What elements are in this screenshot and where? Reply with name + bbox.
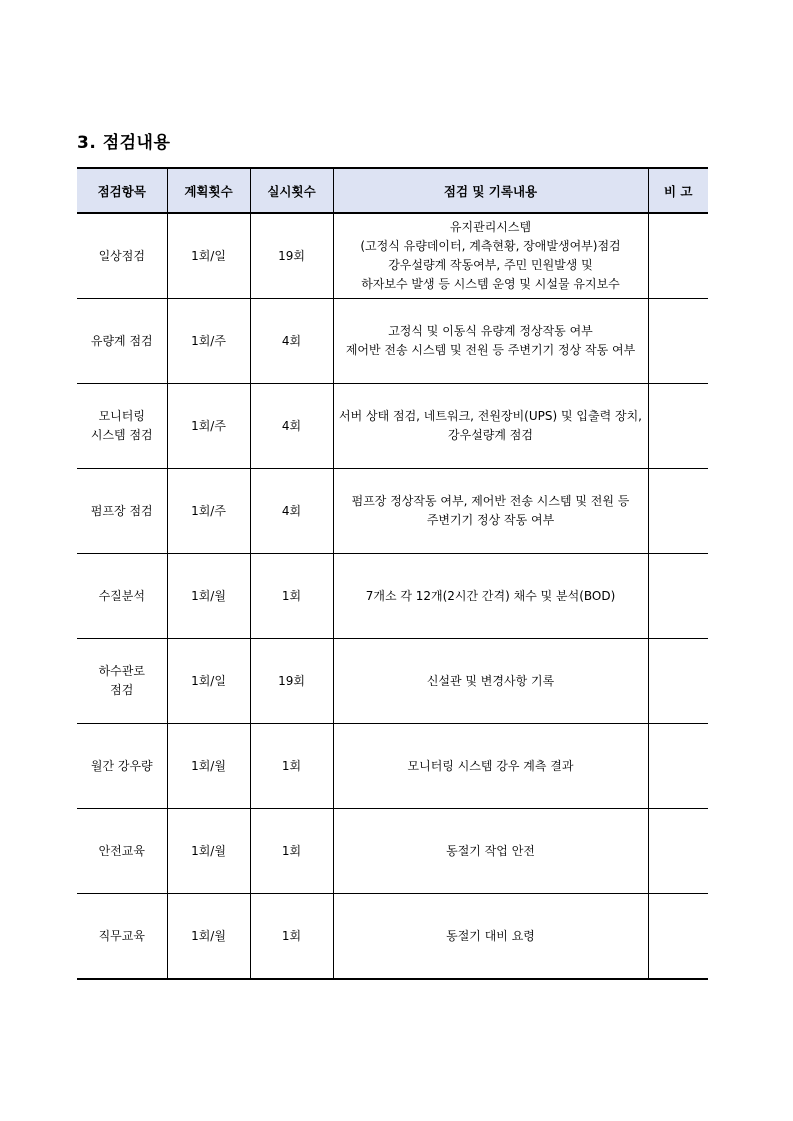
cell-plan: 1회/월: [167, 809, 250, 894]
cell-note: [648, 469, 708, 554]
cell-note: [648, 724, 708, 809]
table-row: [77, 894, 708, 980]
table-row: [77, 554, 708, 639]
cell-note: [648, 639, 708, 724]
cell-actual: 1회: [250, 724, 333, 809]
cell-plan: 1회/주: [167, 299, 250, 384]
table-row: [77, 809, 708, 894]
cell-item: 수질분석: [77, 554, 167, 639]
cell-note: [648, 554, 708, 639]
cell-plan: 1회/주: [167, 469, 250, 554]
cell-actual: 1회: [250, 554, 333, 639]
cell-content: 고정식 및 이동식 유량계 정상작동 여부 제어반 전송 시스템 및 전원 등 주변기기 정상 작동 여부: [333, 299, 648, 384]
cell-content: 유지관리시스템 (고정식 유량데이터, 계측현황, 장애발생여부)점검 강우설량계 작동여부, 주민 민원발생 및 하자보수 발생 등 시스템 운영 및 시설물 유지보수: [333, 213, 648, 299]
cell-actual: 19회: [250, 213, 333, 299]
cell-item: 유량계 점검: [77, 299, 167, 384]
table-row: [77, 384, 708, 469]
cell-plan: 1회/월: [167, 894, 250, 980]
section-title: 3. 점검내용: [77, 133, 171, 153]
cell-item: 안전교육: [77, 809, 167, 894]
header-plan-count: 계획횟수: [167, 168, 250, 213]
cell-content: 펌프장 정상작동 여부, 제어반 전송 시스템 및 전원 등 주변기기 정상 작동 여부: [333, 469, 648, 554]
cell-actual: 19회: [250, 639, 333, 724]
table-header-row: [77, 168, 708, 213]
table-row: [77, 724, 708, 809]
header-content: 점검 및 기록내용: [333, 168, 648, 213]
cell-actual: 4회: [250, 469, 333, 554]
table-row: [77, 299, 708, 384]
cell-note: [648, 299, 708, 384]
table-row: [77, 469, 708, 554]
table-row: [77, 639, 708, 724]
cell-item: 하수관로 점검: [77, 639, 167, 724]
table-row: [77, 213, 708, 299]
header-actual-count: 실시횟수: [250, 168, 333, 213]
cell-actual: 4회: [250, 299, 333, 384]
cell-content: 동절기 대비 요령: [333, 894, 648, 980]
cell-item: 펌프장 점검: [77, 469, 167, 554]
cell-note: [648, 894, 708, 980]
cell-content: 동절기 작업 안전: [333, 809, 648, 894]
cell-plan: 1회/월: [167, 554, 250, 639]
cell-plan: 1회/일: [167, 213, 250, 299]
cell-content: 7개소 각 12개(2시간 간격) 채수 및 분석(BOD): [333, 554, 648, 639]
cell-plan: 1회/일: [167, 639, 250, 724]
cell-actual: 1회: [250, 894, 333, 980]
cell-note: [648, 809, 708, 894]
header-item: 점검항목: [77, 168, 167, 213]
inspection-table: [77, 167, 708, 980]
cell-note: [648, 384, 708, 469]
cell-actual: 4회: [250, 384, 333, 469]
cell-actual: 1회: [250, 809, 333, 894]
cell-plan: 1회/월: [167, 724, 250, 809]
header-note: 비 고: [648, 168, 708, 213]
cell-content: 서버 상태 점검, 네트워크, 전원장비(UPS) 및 입출력 장치, 강우설량계 점검: [333, 384, 648, 469]
cell-content: 모니터링 시스템 강우 계측 결과: [333, 724, 648, 809]
cell-content: 신설관 및 변경사항 기록: [333, 639, 648, 724]
cell-item: 월간 강우량: [77, 724, 167, 809]
cell-note: [648, 213, 708, 299]
cell-plan: 1회/주: [167, 384, 250, 469]
cell-item: 직무교육: [77, 894, 167, 980]
cell-item: 모니터링 시스템 점검: [77, 384, 167, 469]
cell-item: 일상점검: [77, 213, 167, 299]
